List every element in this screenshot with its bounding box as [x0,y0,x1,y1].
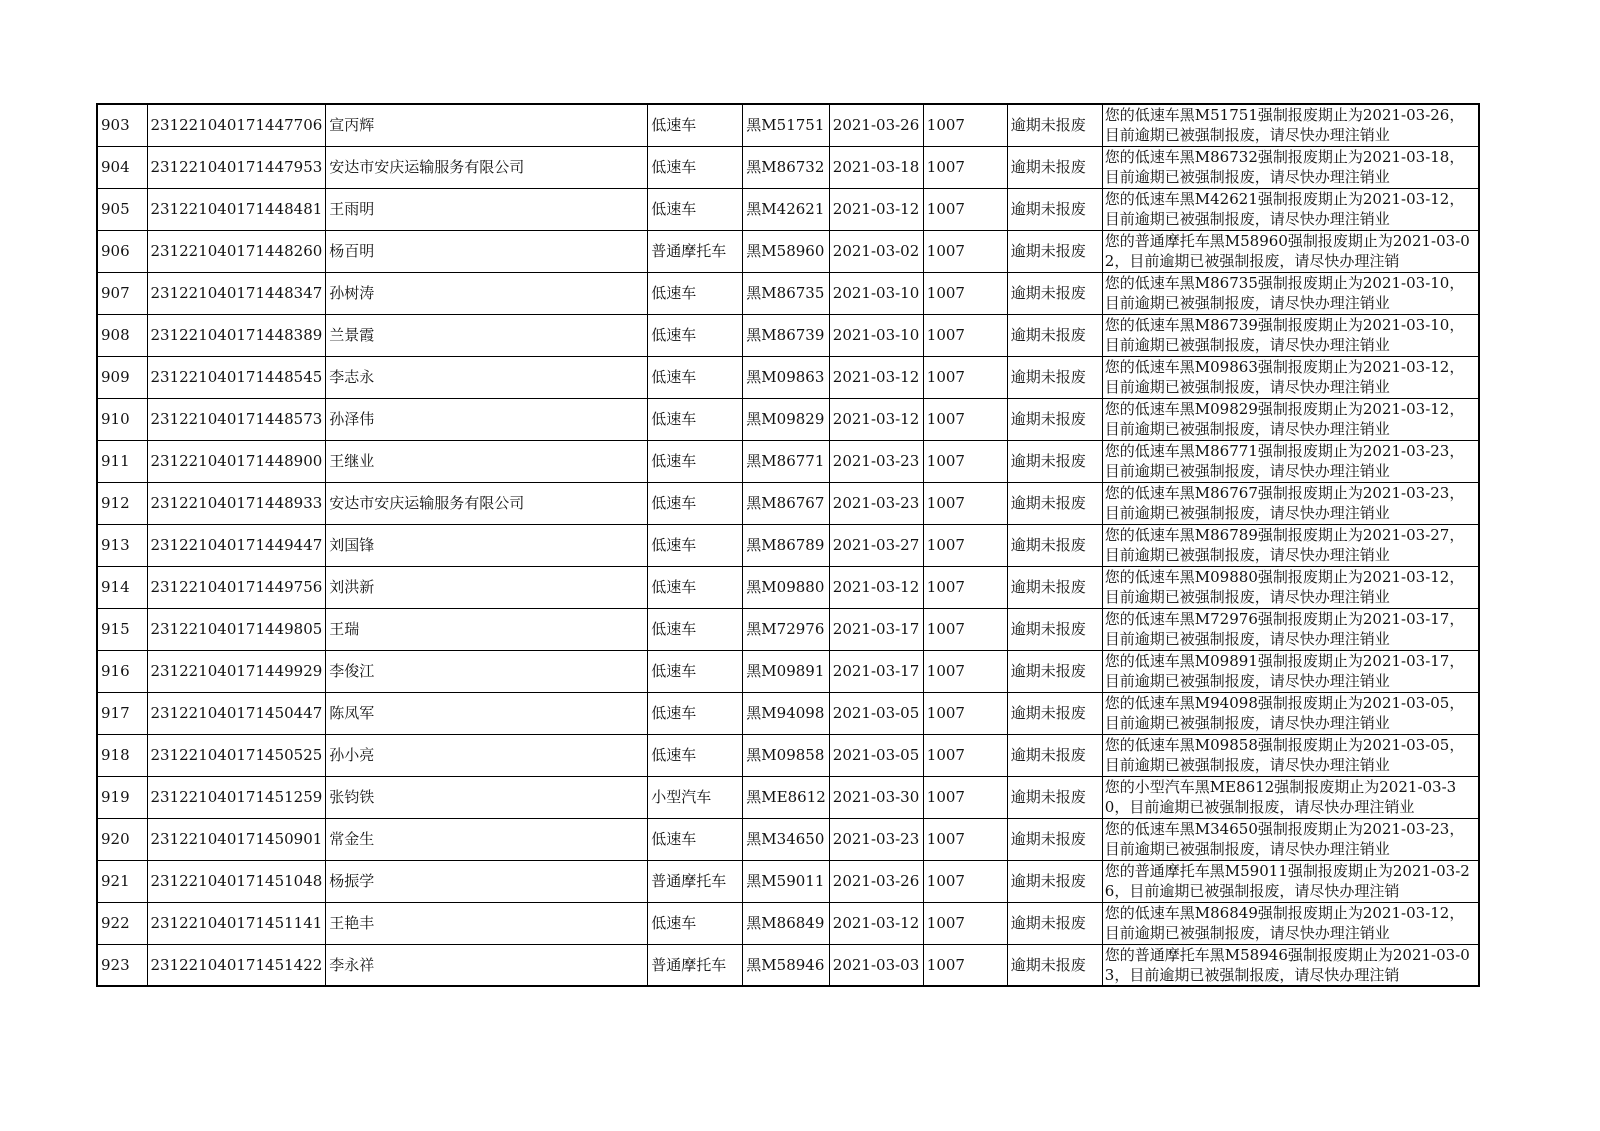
status-code-cell: 1007 [923,944,1007,986]
row-number-cell: 918 [97,734,147,776]
owner-name-cell: 王雨明 [326,188,648,230]
notice-message-cell: 您的低速车黑M86732强制报废期止为2021-03-18，目前逾期已被强制报废，请尽快办理注销业 [1102,146,1479,188]
row-number-cell: 919 [97,776,147,818]
plate-number-cell: 黑M86849 [743,902,829,944]
status-text-cell: 逾期未报废 [1007,482,1102,524]
plate-number-cell: 黑M09858 [743,734,829,776]
plate-number-cell: 黑M58960 [743,230,829,272]
vehicle-type-cell: 低速车 [648,272,743,314]
owner-name-cell: 李俊江 [326,650,648,692]
status-code-cell: 1007 [923,314,1007,356]
vehicle-type-cell: 低速车 [648,734,743,776]
notice-message-cell: 您的低速车黑M72976强制报废期止为2021-03-17，目前逾期已被强制报废，请尽快办理注销业 [1102,608,1479,650]
plate-number-cell: 黑ME8612 [743,776,829,818]
scrap-date-cell: 2021-03-23 [829,482,923,524]
vehicle-type-cell: 普通摩托车 [648,230,743,272]
table-row [97,272,1479,314]
vehicle-type-cell: 低速车 [648,146,743,188]
scrap-date-cell: 2021-03-12 [829,188,923,230]
status-text-cell: 逾期未报废 [1007,608,1102,650]
status-code-cell: 1007 [923,104,1007,146]
owner-name-cell: 杨百明 [326,230,648,272]
vehicle-type-cell: 普通摩托车 [648,944,743,986]
status-code-cell: 1007 [923,608,1007,650]
table-row [97,314,1479,356]
record-id-cell: 231221040171451422 [147,944,326,986]
plate-number-cell: 黑M72976 [743,608,829,650]
record-id-cell: 231221040171450525 [147,734,326,776]
scrap-date-cell: 2021-03-26 [829,860,923,902]
notice-message-cell: 您的低速车黑M86767强制报废期止为2021-03-23，目前逾期已被强制报废，请尽快办理注销业 [1102,482,1479,524]
row-number-cell: 910 [97,398,147,440]
row-number-cell: 908 [97,314,147,356]
plate-number-cell: 黑M86732 [743,146,829,188]
scrap-date-cell: 2021-03-27 [829,524,923,566]
status-code-cell: 1007 [923,734,1007,776]
row-number-cell: 921 [97,860,147,902]
record-id-cell: 231221040171449805 [147,608,326,650]
status-code-cell: 1007 [923,860,1007,902]
row-number-cell: 903 [97,104,147,146]
status-text-cell: 逾期未报废 [1007,440,1102,482]
notice-message-cell: 您的低速车黑M86849强制报废期止为2021-03-12，目前逾期已被强制报废，请尽快办理注销业 [1102,902,1479,944]
status-code-cell: 1007 [923,524,1007,566]
owner-name-cell: 兰景霞 [326,314,648,356]
plate-number-cell: 黑M09891 [743,650,829,692]
row-number-cell: 922 [97,902,147,944]
record-id-cell: 231221040171447953 [147,146,326,188]
table-row [97,734,1479,776]
table-row [97,188,1479,230]
table-row [97,944,1479,986]
row-number-cell: 914 [97,566,147,608]
vehicle-type-cell: 低速车 [648,818,743,860]
row-number-cell: 909 [97,356,147,398]
notice-message-cell: 您的普通摩托车黑M58960强制报废期止为2021-03-02，目前逾期已被强制报废，请尽快办理注销 [1102,230,1479,272]
status-text-cell: 逾期未报废 [1007,188,1102,230]
vehicle-type-cell: 低速车 [648,650,743,692]
record-id-cell: 231221040171450447 [147,692,326,734]
plate-number-cell: 黑M09829 [743,398,829,440]
record-id-cell: 231221040171447706 [147,104,326,146]
row-number-cell: 904 [97,146,147,188]
record-id-cell: 231221040171448933 [147,482,326,524]
status-code-cell: 1007 [923,440,1007,482]
status-text-cell: 逾期未报废 [1007,734,1102,776]
notice-message-cell: 您的低速车黑M09880强制报废期止为2021-03-12，目前逾期已被强制报废，请尽快办理注销业 [1102,566,1479,608]
status-text-cell: 逾期未报废 [1007,314,1102,356]
table-row [97,230,1479,272]
table-row [97,650,1479,692]
row-number-cell: 907 [97,272,147,314]
table-row [97,692,1479,734]
status-text-cell: 逾期未报废 [1007,398,1102,440]
status-code-cell: 1007 [923,146,1007,188]
plate-number-cell: 黑M51751 [743,104,829,146]
row-number-cell: 923 [97,944,147,986]
owner-name-cell: 王瑞 [326,608,648,650]
record-id-cell: 231221040171451259 [147,776,326,818]
notice-message-cell: 您的低速车黑M86735强制报废期止为2021-03-10，目前逾期已被强制报废，请尽快办理注销业 [1102,272,1479,314]
vehicle-type-cell: 低速车 [648,524,743,566]
plate-number-cell: 黑M86767 [743,482,829,524]
table-row [97,566,1479,608]
table-body [97,104,1479,986]
status-code-cell: 1007 [923,566,1007,608]
row-number-cell: 916 [97,650,147,692]
row-number-cell: 913 [97,524,147,566]
plate-number-cell: 黑M86789 [743,524,829,566]
row-number-cell: 905 [97,188,147,230]
notice-message-cell: 您的低速车黑M34650强制报废期止为2021-03-23，目前逾期已被强制报废，请尽快办理注销业 [1102,818,1479,860]
status-text-cell: 逾期未报废 [1007,146,1102,188]
record-id-cell: 231221040171451048 [147,860,326,902]
owner-name-cell: 张钧铁 [326,776,648,818]
row-number-cell: 920 [97,818,147,860]
notice-message-cell: 您的普通摩托车黑M58946强制报废期止为2021-03-03，目前逾期已被强制报废，请尽快办理注销 [1102,944,1479,986]
status-text-cell: 逾期未报废 [1007,272,1102,314]
record-id-cell: 231221040171449756 [147,566,326,608]
status-code-cell: 1007 [923,776,1007,818]
notice-message-cell: 您的低速车黑M09891强制报废期止为2021-03-17，目前逾期已被强制报废，请尽快办理注销业 [1102,650,1479,692]
notice-message-cell: 您的低速车黑M86771强制报废期止为2021-03-23，目前逾期已被强制报废，请尽快办理注销业 [1102,440,1479,482]
scrap-date-cell: 2021-03-10 [829,272,923,314]
status-code-cell: 1007 [923,482,1007,524]
table-row [97,902,1479,944]
owner-name-cell: 宣丙辉 [326,104,648,146]
status-code-cell: 1007 [923,902,1007,944]
plate-number-cell: 黑M34650 [743,818,829,860]
owner-name-cell: 李志永 [326,356,648,398]
row-number-cell: 917 [97,692,147,734]
record-id-cell: 231221040171451141 [147,902,326,944]
table-row [97,860,1479,902]
plate-number-cell: 黑M58946 [743,944,829,986]
status-code-cell: 1007 [923,272,1007,314]
scrap-date-cell: 2021-03-18 [829,146,923,188]
vehicle-type-cell: 低速车 [648,902,743,944]
scrap-date-cell: 2021-03-26 [829,104,923,146]
notice-message-cell: 您的低速车黑M42621强制报废期止为2021-03-12，目前逾期已被强制报废，请尽快办理注销业 [1102,188,1479,230]
status-code-cell: 1007 [923,230,1007,272]
record-id-cell: 231221040171448573 [147,398,326,440]
owner-name-cell: 孙泽伟 [326,398,648,440]
status-text-cell: 逾期未报废 [1007,230,1102,272]
owner-name-cell: 李永祥 [326,944,648,986]
plate-number-cell: 黑M59011 [743,860,829,902]
vehicle-type-cell: 低速车 [648,104,743,146]
record-id-cell: 231221040171449929 [147,650,326,692]
row-number-cell: 912 [97,482,147,524]
status-text-cell: 逾期未报废 [1007,104,1102,146]
status-text-cell: 逾期未报废 [1007,692,1102,734]
table-row [97,524,1479,566]
plate-number-cell: 黑M86739 [743,314,829,356]
notice-message-cell: 您的低速车黑M86789强制报废期止为2021-03-27，目前逾期已被强制报废，请尽快办理注销业 [1102,524,1479,566]
plate-number-cell: 黑M09880 [743,566,829,608]
status-code-cell: 1007 [923,650,1007,692]
status-text-cell: 逾期未报废 [1007,818,1102,860]
vehicle-scrap-table [96,103,1480,987]
vehicle-type-cell: 小型汽车 [648,776,743,818]
owner-name-cell: 孙树涛 [326,272,648,314]
row-number-cell: 915 [97,608,147,650]
notice-message-cell: 您的低速车黑M94098强制报废期止为2021-03-05，目前逾期已被强制报废，请尽快办理注销业 [1102,692,1479,734]
status-code-cell: 1007 [923,356,1007,398]
scrap-date-cell: 2021-03-30 [829,776,923,818]
status-code-cell: 1007 [923,398,1007,440]
scrap-date-cell: 2021-03-23 [829,440,923,482]
vehicle-type-cell: 低速车 [648,356,743,398]
record-id-cell: 231221040171448900 [147,440,326,482]
table-row [97,398,1479,440]
table-row [97,776,1479,818]
scrap-date-cell: 2021-03-02 [829,230,923,272]
owner-name-cell: 孙小亮 [326,734,648,776]
status-text-cell: 逾期未报废 [1007,524,1102,566]
owner-name-cell: 安达市安庆运输服务有限公司 [326,482,648,524]
notice-message-cell: 您的低速车黑M86739强制报废期止为2021-03-10，目前逾期已被强制报废，请尽快办理注销业 [1102,314,1479,356]
table-row [97,440,1479,482]
notice-message-cell: 您的低速车黑M09863强制报废期止为2021-03-12，目前逾期已被强制报废，请尽快办理注销业 [1102,356,1479,398]
vehicle-type-cell: 低速车 [648,398,743,440]
scrap-date-cell: 2021-03-03 [829,944,923,986]
owner-name-cell: 陈凤军 [326,692,648,734]
table-row [97,482,1479,524]
scrap-date-cell: 2021-03-17 [829,650,923,692]
row-number-cell: 906 [97,230,147,272]
owner-name-cell: 王继业 [326,440,648,482]
record-id-cell: 231221040171448481 [147,188,326,230]
status-text-cell: 逾期未报废 [1007,944,1102,986]
record-id-cell: 231221040171450901 [147,818,326,860]
status-code-cell: 1007 [923,188,1007,230]
status-text-cell: 逾期未报废 [1007,902,1102,944]
owner-name-cell: 王艳丰 [326,902,648,944]
plate-number-cell: 黑M42621 [743,188,829,230]
vehicle-type-cell: 低速车 [648,608,743,650]
scrap-date-cell: 2021-03-23 [829,818,923,860]
scrap-date-cell: 2021-03-12 [829,566,923,608]
vehicle-type-cell: 低速车 [648,314,743,356]
status-text-cell: 逾期未报废 [1007,356,1102,398]
status-code-cell: 1007 [923,692,1007,734]
status-text-cell: 逾期未报废 [1007,776,1102,818]
plate-number-cell: 黑M86771 [743,440,829,482]
notice-message-cell: 您的低速车黑M09858强制报废期止为2021-03-05，目前逾期已被强制报废，请尽快办理注销业 [1102,734,1479,776]
status-text-cell: 逾期未报废 [1007,860,1102,902]
table-row [97,608,1479,650]
vehicle-type-cell: 普通摩托车 [648,860,743,902]
owner-name-cell: 刘国锋 [326,524,648,566]
table-row [97,818,1479,860]
status-text-cell: 逾期未报废 [1007,650,1102,692]
table-row [97,104,1479,146]
record-id-cell: 231221040171448260 [147,230,326,272]
row-number-cell: 911 [97,440,147,482]
owner-name-cell: 刘洪新 [326,566,648,608]
record-id-cell: 231221040171448389 [147,314,326,356]
record-id-cell: 231221040171448545 [147,356,326,398]
plate-number-cell: 黑M09863 [743,356,829,398]
status-text-cell: 逾期未报废 [1007,566,1102,608]
notice-message-cell: 您的小型汽车黑ME8612强制报废期止为2021-03-30，目前逾期已被强制报废，请尽快办理注销业 [1102,776,1479,818]
scrap-date-cell: 2021-03-17 [829,608,923,650]
plate-number-cell: 黑M86735 [743,272,829,314]
scrap-date-cell: 2021-03-12 [829,398,923,440]
table-row [97,146,1479,188]
owner-name-cell: 常金生 [326,818,648,860]
vehicle-type-cell: 低速车 [648,440,743,482]
owner-name-cell: 杨振学 [326,860,648,902]
scrap-date-cell: 2021-03-05 [829,734,923,776]
vehicle-type-cell: 低速车 [648,482,743,524]
vehicle-type-cell: 低速车 [648,188,743,230]
vehicle-type-cell: 低速车 [648,692,743,734]
table-row [97,356,1479,398]
plate-number-cell: 黑M94098 [743,692,829,734]
scrap-date-cell: 2021-03-10 [829,314,923,356]
notice-message-cell: 您的普通摩托车黑M59011强制报废期止为2021-03-26，目前逾期已被强制报废，请尽快办理注销 [1102,860,1479,902]
scrap-date-cell: 2021-03-12 [829,356,923,398]
notice-message-cell: 您的低速车黑M51751强制报废期止为2021-03-26，目前逾期已被强制报废，请尽快办理注销业 [1102,104,1479,146]
record-id-cell: 231221040171448347 [147,272,326,314]
record-id-cell: 231221040171449447 [147,524,326,566]
vehicle-type-cell: 低速车 [648,566,743,608]
notice-message-cell: 您的低速车黑M09829强制报废期止为2021-03-12，目前逾期已被强制报废，请尽快办理注销业 [1102,398,1479,440]
status-code-cell: 1007 [923,818,1007,860]
scrap-date-cell: 2021-03-12 [829,902,923,944]
scrap-date-cell: 2021-03-05 [829,692,923,734]
owner-name-cell: 安达市安庆运输服务有限公司 [326,146,648,188]
